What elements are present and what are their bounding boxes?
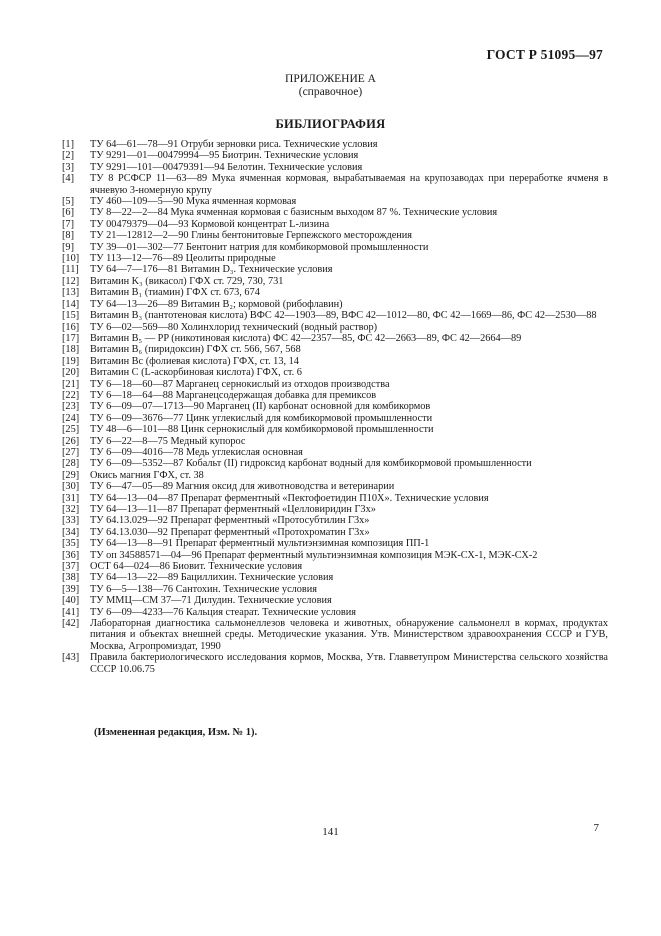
page-number-center: 141 <box>322 826 339 838</box>
bibliography-item-text: Витамин B₅ — PP (никотиновая кислота) ФС 42—2357—85, ФС 42—2663—89, ФС 42—2664—89 <box>90 332 522 344</box>
bibliography-item-number: [11] <box>62 264 79 276</box>
bibliography-item-text: ТУ 8 РСФСР 11—63—89 Мука ячменная кормовая, вырабатываемая на крупозаводах при переработке ячменя в ячневую 3-номерную крупу <box>90 173 608 196</box>
bibliography-item-text: ТУ оп 34588571—04—96 Препарат ферментный мультиэнзимная композиция МЭК-СХ-1, МЭК-СХ-2 <box>90 549 538 561</box>
bibliography-item <box>62 550 608 561</box>
bibliography-item <box>62 572 608 583</box>
bibliography-item-text: Витамин Bc (фолиевая кислота) ГФХ, ст. 13, 14 <box>90 355 299 367</box>
bibliography-item-number: [42] <box>62 618 80 630</box>
bibliography-item <box>62 242 608 253</box>
bibliography-item <box>62 458 608 469</box>
bibliography-item <box>62 561 608 572</box>
bibliography-item-number: [37] <box>62 561 80 573</box>
bibliography-item-text: Витамин B₁ (тиамин) ГФХ ст. 673, 674 <box>90 287 260 299</box>
bibliography-item-number: [35] <box>62 538 80 550</box>
bibliography-item-number: [43] <box>62 652 80 664</box>
bibliography-item <box>62 390 608 401</box>
bibliography-item-number: [28] <box>62 458 80 470</box>
bibliography-item-number: [9] <box>62 241 75 253</box>
bibliography-item <box>62 607 608 618</box>
bibliography-item-text: ТУ 64—13—11—87 Препарат ферментный «Целловиридин Г3х» <box>90 504 376 515</box>
bibliography-item-text: ТУ 6—22—8—75 Медный купорос <box>90 435 246 447</box>
bibliography-item-number: [5] <box>62 196 75 208</box>
bibliography-item <box>62 447 608 458</box>
bibliography-item-number: [33] <box>62 515 80 527</box>
bibliography-item <box>62 356 608 367</box>
bibliography-item <box>62 493 608 504</box>
bibliography-item-text: ТУ 6—47—05—89 Магния оксид для животноводства и ветеринарии <box>90 481 395 493</box>
bibliography-item-text: Правила бактериологического исследования кормов, Москва, Утв. Главветупром Министерства сельского хозяйства СССР 10.06.75 <box>90 652 608 675</box>
bibliography-item <box>62 344 608 355</box>
bibliography-item-number: [23] <box>62 401 80 413</box>
bibliography-item-text: Окись магния ГФХ, ст. 38 <box>90 469 204 481</box>
bibliography-item-text: ТУ 64—7—176—81 Витамин D₃. Технические условия <box>90 264 333 276</box>
bibliography-item-text: ТУ 00479379—04—93 Кормовой концентрат L-лизина <box>90 218 330 230</box>
bibliography-item-text: ТУ 39—01—302—77 Бентонит натрия для комбикормовой промышленности <box>90 241 429 253</box>
bibliography-item-text: Витамин K₃ (викасол) ГФХ ст. 729, 730, 731 <box>90 275 284 287</box>
bibliography-item-text: Лабораторная диагностика сальмонеллезов человека и животных, обнаружение сальмонелл в кормах, продуктах питания и объектах внешней среды. Методические указания. Утв. Министерством здравоохранения СССР и ГУВ, Москва, Агропромиздат, 1990 <box>90 618 608 652</box>
bibliography-item-text: ТУ 9291—01—00479994—95 Биотрин. Технические условия <box>90 150 359 162</box>
bibliography-item-text: ТУ 64—13—8—91 Препарат ферментный мультиэнзимная композиция ПП-1 <box>90 538 430 550</box>
bibliography-item-text: ТУ 64.13.030—92 Препарат ферментный «Протохроматин Г3х» <box>90 526 370 538</box>
amendment-note: (Измененная редакция, Изм. № 1). <box>94 727 258 738</box>
bibliography-item <box>62 333 608 344</box>
bibliography-item-text: ТУ 64—13—26—89 Витамин B₂; кормовой (рибофлавин) <box>90 298 343 310</box>
bibliography-item-text: ТУ 6—18—60—87 Марганец сернокислый из отходов производства <box>90 378 390 390</box>
bibliography-item-number: [19] <box>62 355 80 367</box>
bibliography-item <box>62 618 608 652</box>
page-number-right: 7 <box>593 822 599 834</box>
bibliography-item <box>62 207 608 218</box>
bibliography-item-number: [40] <box>62 595 80 607</box>
bibliography-item-number: [41] <box>62 606 80 618</box>
bibliography-item <box>62 504 608 515</box>
bibliography-item <box>62 139 608 150</box>
bibliography-item <box>62 219 608 230</box>
appendix-title: ПРИЛОЖЕНИЕ А <box>285 73 376 85</box>
bibliography-item <box>62 379 608 390</box>
bibliography-item-text: ТУ 6—09—4016—78 Медь углекислая основная <box>90 446 303 458</box>
bibliography-item-text: ТУ 6—18—64—88 Марганецсодержащая добавка для премиксов <box>90 389 377 401</box>
bibliography-item-number: [29] <box>62 469 80 481</box>
bibliography-item <box>62 538 608 549</box>
bibliography-item <box>62 196 608 207</box>
bibliography-item <box>62 652 608 675</box>
bibliography-item-number: [16] <box>62 321 80 333</box>
bibliography-item-text: Витамин С (L-аскорбиновая кислота) ГФХ, ст. 6 <box>90 367 302 379</box>
bibliography-item-number: [2] <box>62 150 75 162</box>
bibliography-item-number: [21] <box>62 378 80 390</box>
bibliography-item-number: [39] <box>62 583 80 595</box>
bibliography-item-number: [10] <box>62 253 80 265</box>
bibliography-item-text: ТУ 64—13—04—87 Препарат ферментный «Пектофоетидин П10Х». Технические условия <box>90 492 489 504</box>
bibliography-item <box>62 299 608 310</box>
bibliography-item-number: [3] <box>62 161 75 173</box>
bibliography-item-text: ТУ 6—09—5352—87 Кобальт (II) гидроксид карбонат водный для комбикормовой промышленности <box>90 458 532 470</box>
bibliography-item-number: [31] <box>62 492 80 504</box>
bibliography-item-text: ТУ 64.13.029—92 Препарат ферментный «Протосубтилин Г3х» <box>90 515 370 527</box>
bibliography-item-text: ТУ 21—12812—2—90 Глины бентонитовые Герпежского месторождения <box>90 230 413 242</box>
bibliography-item <box>62 481 608 492</box>
bibliography-item-number: [22] <box>62 389 80 401</box>
bibliography-item <box>62 436 608 447</box>
bibliography-item-number: [7] <box>62 218 75 230</box>
bibliography-item-number: [17] <box>62 332 80 344</box>
bibliography-item-number: [34] <box>62 526 80 538</box>
bibliography-item-text: ТУ 48—6—101—88 Цинк сернокислый для комбикормовой промышленности <box>90 424 434 436</box>
bibliography-item <box>62 584 608 595</box>
bibliography-item-text: ТУ 64—61—78—91 Отруби зерновки риса. Технические условия <box>90 139 378 150</box>
bibliography-item-number: [8] <box>62 230 75 242</box>
bibliography-item <box>62 253 608 264</box>
bibliography-list <box>62 139 608 675</box>
bibliography-item-text: ТУ 113—12—76—89 Цеолиты природные <box>90 253 276 265</box>
bibliography-item-text: ОСТ 64—024—86 Биовит. Технические условия <box>90 561 303 573</box>
bibliography-item-number: [38] <box>62 572 80 584</box>
bibliography-item <box>62 150 608 161</box>
bibliography-item-number: [4] <box>62 173 75 185</box>
bibliography-item-text: ТУ 9291—101—00479391—94 Белотин. Технические условия <box>90 161 363 173</box>
bibliography-item-text: ТУ 6—09—3676—77 Цинк углекислый для комбикормовой промышленности <box>90 412 433 424</box>
bibliography-item-text: ТУ 6—02—569—80 Холинхлорид технический (водный раствор) <box>90 321 378 333</box>
bibliography-item <box>62 230 608 241</box>
bibliography-item-text: ТУ 64—13—22—89 Бациллихин. Технические условия <box>90 572 334 584</box>
bibliography-item-number: [1] <box>62 139 75 150</box>
bibliography-item <box>62 310 608 321</box>
bibliography-item-number: [6] <box>62 207 75 219</box>
bibliography-item <box>62 264 608 275</box>
standard-code: ГОСТ Р 51095—97 <box>486 47 603 62</box>
bibliography-item <box>62 413 608 424</box>
bibliography-item-text: ТУ 6—09—4233—76 Кальция стеарат. Технические условия <box>90 606 357 618</box>
bibliography-item <box>62 401 608 412</box>
bibliography-item-number: [18] <box>62 344 80 356</box>
bibliography-item-number: [12] <box>62 275 80 287</box>
bibliography-item-number: [36] <box>62 549 80 561</box>
bibliography-item-number: [13] <box>62 287 80 299</box>
bibliography-item <box>62 367 608 378</box>
bibliography-item-number: [25] <box>62 424 80 436</box>
bibliography-item <box>62 173 608 196</box>
bibliography-item-number: [30] <box>62 481 80 493</box>
bibliography-item-text: Витамин B₆ (пиридоксин) ГФХ ст. 566, 567, 568 <box>90 344 301 356</box>
bibliography-item <box>62 515 608 526</box>
bibliography-item-text: ТУ 6—5—138—76 Сантохин. Технические условия <box>90 583 318 595</box>
bibliography-title: БИБЛИОГРАФИЯ <box>275 117 386 131</box>
bibliography-item-number: [15] <box>62 310 80 322</box>
bibliography-item <box>62 276 608 287</box>
bibliography-item <box>62 527 608 538</box>
bibliography-item <box>62 162 608 173</box>
bibliography-item <box>62 470 608 481</box>
bibliography-item-number: [14] <box>62 298 80 310</box>
bibliography-item <box>62 595 608 606</box>
bibliography-item <box>62 322 608 333</box>
bibliography-item-number: [27] <box>62 446 80 458</box>
appendix-subtitle: (справочное) <box>298 85 363 98</box>
bibliography-item-number: [32] <box>62 504 80 515</box>
bibliography-item-text: Витамин B₃ (пантотеновая кислота) ВФС 42—1903—89, ВФС 42—1012—80, ФС 42—1669—86, ФС 42—2530—88 <box>90 310 597 322</box>
bibliography-item-number: [24] <box>62 412 80 424</box>
bibliography-item-text: ТУ 6—09—07—1713—90 Марганец (II) карбонат основной для комбикормов <box>90 401 431 413</box>
appendix-heading <box>0 73 661 98</box>
bibliography-item-number: [20] <box>62 367 80 379</box>
bibliography-item-number: [26] <box>62 435 80 447</box>
bibliography-item <box>62 287 608 298</box>
bibliography-item-text: ТУ 8—22—2—84 Мука ячменная кормовая с базисным выходом 87 %. Технические условия <box>90 207 498 219</box>
bibliography-item-text: ТУ ММЦ—СМ 37—71 Дилудин. Технические условия <box>90 595 332 607</box>
bibliography-item <box>62 424 608 435</box>
bibliography-item-text: ТУ 460—109—5—90 Мука ячменная кормовая <box>90 196 297 208</box>
